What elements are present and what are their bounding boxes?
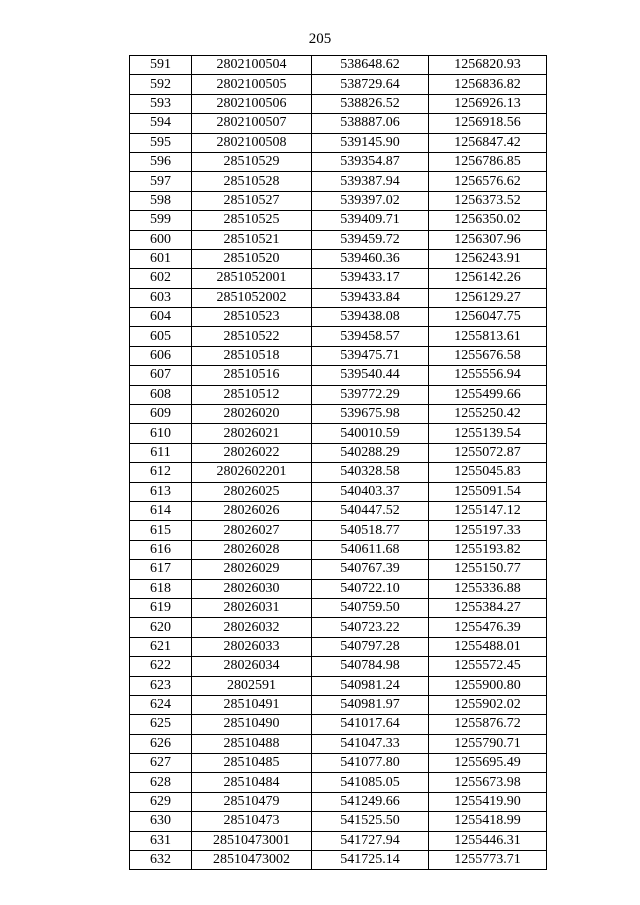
- row-number-cell: 631: [130, 831, 192, 850]
- y-coordinate-cell: 1255876.72: [429, 715, 547, 734]
- y-coordinate-cell: 1256918.56: [429, 114, 547, 133]
- table-row: [130, 211, 547, 230]
- point-id-cell: 28510488: [192, 734, 312, 753]
- point-id-cell: 2802100506: [192, 94, 312, 113]
- point-id-cell: 28510491: [192, 695, 312, 714]
- row-number-cell: 607: [130, 366, 192, 385]
- table-row: [130, 676, 547, 695]
- table-row: [130, 695, 547, 714]
- x-coordinate-cell: 540010.59: [312, 424, 429, 443]
- table-row: [130, 327, 547, 346]
- table-row: [130, 269, 547, 288]
- table-row: [130, 385, 547, 404]
- row-number-cell: 591: [130, 56, 192, 75]
- x-coordinate-cell: 540288.29: [312, 443, 429, 462]
- x-coordinate-cell: 538826.52: [312, 94, 429, 113]
- point-id-cell: 28026028: [192, 540, 312, 559]
- x-coordinate-cell: 538729.64: [312, 75, 429, 94]
- row-number-cell: 616: [130, 540, 192, 559]
- y-coordinate-cell: 1256129.27: [429, 288, 547, 307]
- y-coordinate-cell: 1255673.98: [429, 773, 547, 792]
- x-coordinate-cell: 540981.24: [312, 676, 429, 695]
- table-row: [130, 792, 547, 811]
- row-number-cell: 610: [130, 424, 192, 443]
- row-number-cell: 594: [130, 114, 192, 133]
- point-id-cell: 28510516: [192, 366, 312, 385]
- table-row: [130, 851, 547, 870]
- point-id-cell: 28510473001: [192, 831, 312, 850]
- table-row: [130, 657, 547, 676]
- y-coordinate-cell: 1256243.91: [429, 249, 547, 268]
- y-coordinate-cell: 1256926.13: [429, 94, 547, 113]
- table-row: [130, 249, 547, 268]
- row-number-cell: 623: [130, 676, 192, 695]
- table-row: [130, 172, 547, 191]
- x-coordinate-cell: 538887.06: [312, 114, 429, 133]
- point-id-cell: 28510479: [192, 792, 312, 811]
- table-row: [130, 288, 547, 307]
- table-row: [130, 540, 547, 559]
- x-coordinate-cell: 541047.33: [312, 734, 429, 753]
- y-coordinate-cell: 1255072.87: [429, 443, 547, 462]
- x-coordinate-cell: 540797.28: [312, 637, 429, 656]
- y-coordinate-cell: 1256350.02: [429, 211, 547, 230]
- y-coordinate-cell: 1255556.94: [429, 366, 547, 385]
- row-number-cell: 604: [130, 308, 192, 327]
- x-coordinate-cell: 540981.97: [312, 695, 429, 714]
- x-coordinate-cell: 540784.98: [312, 657, 429, 676]
- point-id-cell: 28510484: [192, 773, 312, 792]
- row-number-cell: 628: [130, 773, 192, 792]
- table-row: [130, 424, 547, 443]
- coordinates-table: [129, 55, 547, 870]
- x-coordinate-cell: 540447.52: [312, 501, 429, 520]
- x-coordinate-cell: 540723.22: [312, 618, 429, 637]
- row-number-cell: 596: [130, 152, 192, 171]
- x-coordinate-cell: 541725.14: [312, 851, 429, 870]
- x-coordinate-cell: 541017.64: [312, 715, 429, 734]
- table-row: [130, 715, 547, 734]
- y-coordinate-cell: 1255476.39: [429, 618, 547, 637]
- point-id-cell: 28510490: [192, 715, 312, 734]
- table-row: [130, 501, 547, 520]
- x-coordinate-cell: 541525.50: [312, 812, 429, 831]
- x-coordinate-cell: 540611.68: [312, 540, 429, 559]
- y-coordinate-cell: 1255418.99: [429, 812, 547, 831]
- point-id-cell: 28026031: [192, 598, 312, 617]
- point-id-cell: 2802100504: [192, 56, 312, 75]
- table-row: [130, 366, 547, 385]
- row-number-cell: 593: [130, 94, 192, 113]
- point-id-cell: 28510522: [192, 327, 312, 346]
- x-coordinate-cell: 541727.94: [312, 831, 429, 850]
- row-number-cell: 630: [130, 812, 192, 831]
- table-row: [130, 56, 547, 75]
- point-id-cell: 28026032: [192, 618, 312, 637]
- row-number-cell: 597: [130, 172, 192, 191]
- y-coordinate-cell: 1256786.85: [429, 152, 547, 171]
- coordinates-table-body: [130, 56, 547, 870]
- table-row: [130, 152, 547, 171]
- row-number-cell: 598: [130, 191, 192, 210]
- point-id-cell: 28510529: [192, 152, 312, 171]
- table-row: [130, 618, 547, 637]
- table-row: [130, 831, 547, 850]
- point-id-cell: 28510527: [192, 191, 312, 210]
- row-number-cell: 621: [130, 637, 192, 656]
- table-row: [130, 560, 547, 579]
- table-row: [130, 443, 547, 462]
- x-coordinate-cell: 539459.72: [312, 230, 429, 249]
- table-row: [130, 521, 547, 540]
- table-row: [130, 191, 547, 210]
- row-number-cell: 613: [130, 482, 192, 501]
- page-number: 205: [308, 31, 332, 47]
- row-number-cell: 612: [130, 463, 192, 482]
- y-coordinate-cell: 1255091.54: [429, 482, 547, 501]
- point-id-cell: 28026027: [192, 521, 312, 540]
- table-row: [130, 230, 547, 249]
- y-coordinate-cell: 1255446.31: [429, 831, 547, 850]
- table-row: [130, 94, 547, 113]
- table-row: [130, 75, 547, 94]
- row-number-cell: 595: [130, 133, 192, 152]
- row-number-cell: 620: [130, 618, 192, 637]
- x-coordinate-cell: 539438.08: [312, 308, 429, 327]
- table-row: [130, 133, 547, 152]
- row-number-cell: 618: [130, 579, 192, 598]
- point-id-cell: 28026021: [192, 424, 312, 443]
- row-number-cell: 599: [130, 211, 192, 230]
- y-coordinate-cell: 1255384.27: [429, 598, 547, 617]
- table-row: [130, 579, 547, 598]
- point-id-cell: 2851052002: [192, 288, 312, 307]
- y-coordinate-cell: 1256847.42: [429, 133, 547, 152]
- row-number-cell: 605: [130, 327, 192, 346]
- y-coordinate-cell: 1255499.66: [429, 385, 547, 404]
- y-coordinate-cell: 1255139.54: [429, 424, 547, 443]
- row-number-cell: 602: [130, 269, 192, 288]
- point-id-cell: 28510520: [192, 249, 312, 268]
- row-number-cell: 611: [130, 443, 192, 462]
- point-id-cell: 28026030: [192, 579, 312, 598]
- point-id-cell: 2802100508: [192, 133, 312, 152]
- x-coordinate-cell: 541249.66: [312, 792, 429, 811]
- x-coordinate-cell: 539460.36: [312, 249, 429, 268]
- table-row: [130, 308, 547, 327]
- y-coordinate-cell: 1256307.96: [429, 230, 547, 249]
- point-id-cell: 2802602201: [192, 463, 312, 482]
- table-row: [130, 754, 547, 773]
- y-coordinate-cell: 1255147.12: [429, 501, 547, 520]
- x-coordinate-cell: 540722.10: [312, 579, 429, 598]
- row-number-cell: 629: [130, 792, 192, 811]
- y-coordinate-cell: 1255902.02: [429, 695, 547, 714]
- x-coordinate-cell: 538648.62: [312, 56, 429, 75]
- point-id-cell: 28026029: [192, 560, 312, 579]
- y-coordinate-cell: 1255150.77: [429, 560, 547, 579]
- point-id-cell: 28026025: [192, 482, 312, 501]
- y-coordinate-cell: 1256047.75: [429, 308, 547, 327]
- point-id-cell: 28510523: [192, 308, 312, 327]
- point-id-cell: 28026034: [192, 657, 312, 676]
- point-id-cell: 28026026: [192, 501, 312, 520]
- x-coordinate-cell: 539540.44: [312, 366, 429, 385]
- point-id-cell: 28510525: [192, 211, 312, 230]
- table-row: [130, 346, 547, 365]
- y-coordinate-cell: 1255488.01: [429, 637, 547, 656]
- point-id-cell: 28510512: [192, 385, 312, 404]
- row-number-cell: 600: [130, 230, 192, 249]
- point-id-cell: 28026020: [192, 405, 312, 424]
- y-coordinate-cell: 1255790.71: [429, 734, 547, 753]
- x-coordinate-cell: 539458.57: [312, 327, 429, 346]
- y-coordinate-cell: 1255419.90: [429, 792, 547, 811]
- y-coordinate-cell: 1255900.80: [429, 676, 547, 695]
- y-coordinate-cell: 1256373.52: [429, 191, 547, 210]
- x-coordinate-cell: 541085.05: [312, 773, 429, 792]
- table-row: [130, 734, 547, 753]
- row-number-cell: 606: [130, 346, 192, 365]
- point-id-cell: 28026022: [192, 443, 312, 462]
- table-row: [130, 598, 547, 617]
- x-coordinate-cell: 539675.98: [312, 405, 429, 424]
- y-coordinate-cell: 1255676.58: [429, 346, 547, 365]
- x-coordinate-cell: 540328.58: [312, 463, 429, 482]
- x-coordinate-cell: 539433.84: [312, 288, 429, 307]
- table-row: [130, 463, 547, 482]
- point-id-cell: 28026033: [192, 637, 312, 656]
- x-coordinate-cell: 539409.71: [312, 211, 429, 230]
- row-number-cell: 617: [130, 560, 192, 579]
- point-id-cell: 2851052001: [192, 269, 312, 288]
- table-row: [130, 812, 547, 831]
- row-number-cell: 609: [130, 405, 192, 424]
- row-number-cell: 601: [130, 249, 192, 268]
- y-coordinate-cell: 1256576.62: [429, 172, 547, 191]
- x-coordinate-cell: 540767.39: [312, 560, 429, 579]
- row-number-cell: 626: [130, 734, 192, 753]
- point-id-cell: 28510528: [192, 172, 312, 191]
- row-number-cell: 592: [130, 75, 192, 94]
- y-coordinate-cell: 1255045.83: [429, 463, 547, 482]
- table-row: [130, 405, 547, 424]
- y-coordinate-cell: 1255572.45: [429, 657, 547, 676]
- x-coordinate-cell: 541077.80: [312, 754, 429, 773]
- row-number-cell: 632: [130, 851, 192, 870]
- row-number-cell: 614: [130, 501, 192, 520]
- y-coordinate-cell: 1255336.88: [429, 579, 547, 598]
- row-number-cell: 625: [130, 715, 192, 734]
- row-number-cell: 603: [130, 288, 192, 307]
- x-coordinate-cell: 539397.02: [312, 191, 429, 210]
- x-coordinate-cell: 540403.37: [312, 482, 429, 501]
- table-row: [130, 114, 547, 133]
- y-coordinate-cell: 1256142.26: [429, 269, 547, 288]
- y-coordinate-cell: 1256820.93: [429, 56, 547, 75]
- x-coordinate-cell: 539387.94: [312, 172, 429, 191]
- point-id-cell: 2802100507: [192, 114, 312, 133]
- x-coordinate-cell: 539354.87: [312, 152, 429, 171]
- x-coordinate-cell: 539145.90: [312, 133, 429, 152]
- row-number-cell: 627: [130, 754, 192, 773]
- point-id-cell: 28510485: [192, 754, 312, 773]
- row-number-cell: 624: [130, 695, 192, 714]
- row-number-cell: 608: [130, 385, 192, 404]
- x-coordinate-cell: 539433.17: [312, 269, 429, 288]
- table-row: [130, 773, 547, 792]
- table-row: [130, 637, 547, 656]
- x-coordinate-cell: 539772.29: [312, 385, 429, 404]
- y-coordinate-cell: 1255773.71: [429, 851, 547, 870]
- point-id-cell: 2802591: [192, 676, 312, 695]
- point-id-cell: 2802100505: [192, 75, 312, 94]
- x-coordinate-cell: 539475.71: [312, 346, 429, 365]
- y-coordinate-cell: 1256836.82: [429, 75, 547, 94]
- point-id-cell: 28510473: [192, 812, 312, 831]
- point-id-cell: 28510473002: [192, 851, 312, 870]
- x-coordinate-cell: 540518.77: [312, 521, 429, 540]
- y-coordinate-cell: 1255813.61: [429, 327, 547, 346]
- point-id-cell: 28510521: [192, 230, 312, 249]
- y-coordinate-cell: 1255250.42: [429, 405, 547, 424]
- row-number-cell: 619: [130, 598, 192, 617]
- row-number-cell: 622: [130, 657, 192, 676]
- point-id-cell: 28510518: [192, 346, 312, 365]
- table-row: [130, 482, 547, 501]
- x-coordinate-cell: 540759.50: [312, 598, 429, 617]
- y-coordinate-cell: 1255695.49: [429, 754, 547, 773]
- y-coordinate-cell: 1255197.33: [429, 521, 547, 540]
- y-coordinate-cell: 1255193.82: [429, 540, 547, 559]
- row-number-cell: 615: [130, 521, 192, 540]
